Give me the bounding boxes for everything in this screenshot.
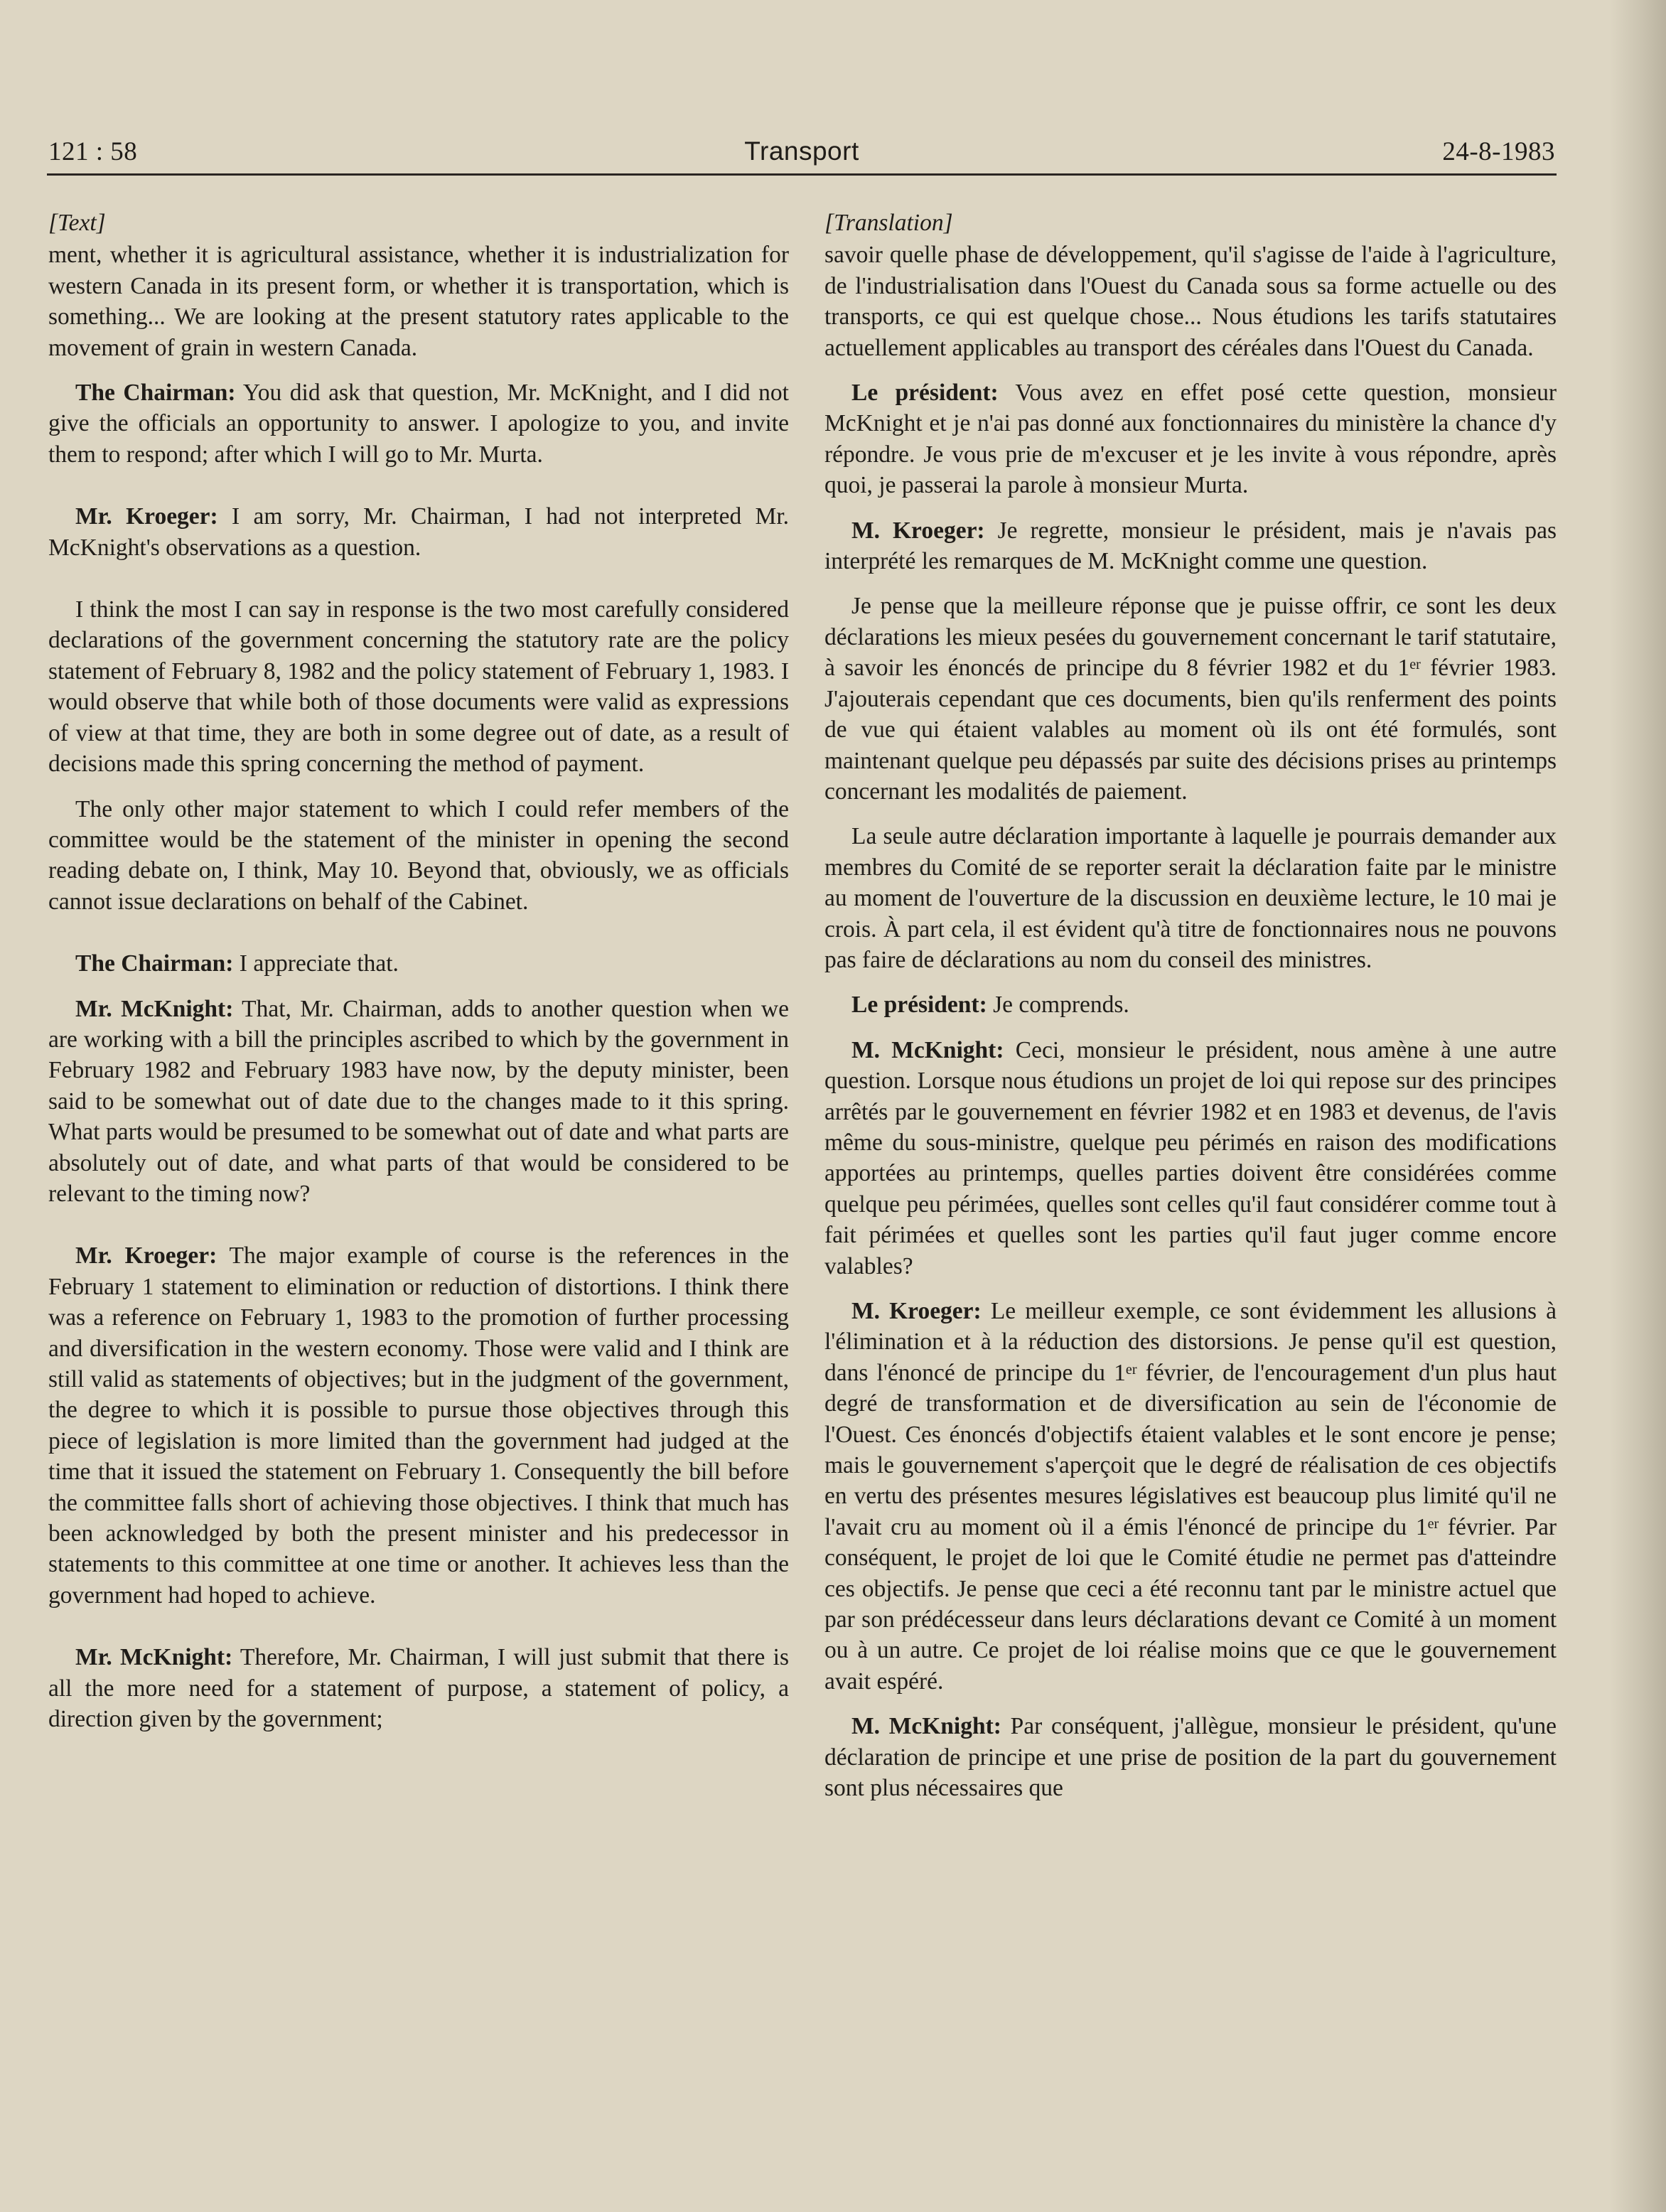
header-rule	[47, 173, 1557, 176]
speaker-label: M. McKnight:	[851, 1036, 1004, 1063]
page-number: 121 : 58	[48, 137, 138, 166]
speaker-label: The Chairman:	[75, 380, 236, 407]
paragraph: The Chairman: You did ask that question, Mr. McKnight, and I did not give the officials an opportunity to answer. I apologize to you, and invite them to respond; after which I will go to Mr. Murta.	[48, 380, 789, 468]
speaker-label: M. Kroeger:	[851, 1298, 982, 1324]
french-column	[824, 208, 1557, 1818]
paragraph: Mr. Kroeger: The major example of course is the references in the February 1 statement to elimination or reduction of distortions. I think there was a reference on February 1, 1983 to the promotion of further processing and diversification in the western economy. Those were valid and I think are still valid as statements of objectives; but in the judgment of the government, the degree to which it is possible to pursue those objectives through this piece of legislation is more limited than the government had judged at the time that it issued the statement on February 1. Consequently the bill before the committee falls short of achieving those objectives. I think that much has been acknowledged by both the present minister and his predecessor in statements to this committee at one time or another. It achieves less than the government had hoped to achieve.	[48, 1242, 790, 1609]
paragraph: Le président: Je comprends.	[851, 992, 1129, 1019]
speaker-label: Le président:	[851, 380, 999, 407]
page-edge-shadow	[1609, 0, 1666, 2212]
paragraph: Mr. McKnight: That, Mr. Chairman, adds to another question when we are working with a bill the principles ascribed to which by the government in February 1982 and February 1983 have now, by the deputy minister, been said to be somewhat out of date due to the changes made to it this spring. What parts would be presumed to be somewhat out of date and what parts are absolutely out of date, and what parts of that would be considered to be relevant to the timing now?	[48, 995, 789, 1207]
speaker-label: Mr. Kroeger:	[75, 503, 218, 530]
paragraph: Je pense que la meilleure réponse que je puisse offrir, ce sont les deux déclarations les mieux pesées du gouvernement concernant le tarif statutaire, à savoir les énoncés de principe du 8 février 1982 et du 1er février 1983. J'ajouterais cependant que ces documents, bien qu'ils renferment des points de vue qui étaient valables au moment où ils ont été formulés, sont maintenant quelque peu dépassés par suite des décisions prises au printemps concernant les modalités de paiement.	[824, 593, 1557, 805]
paragraph: The only other major statement to which I could refer members of the committee would be the statement of the minister in opening the second reading debate on, I think, May 10. Beyond that, obviously, we as officials cannot issue declarations on behalf of the Cabinet.	[48, 795, 789, 915]
speaker-label: Mr. McKnight:	[75, 1644, 233, 1671]
paragraph: Mr. McKnight: Therefore, Mr. Chairman, I will just submit that there is all the more need for a statement of purpose, a statement of policy, a direction given by the government;	[48, 1644, 789, 1733]
paragraph: Le président: Vous avez en effet posé cette question, monsieur McKnight et je n'ai pas donné aux fonctionnaires du ministère la chance d'y répondre. Je vous prie de m'excuser et je les invite à vous répondre, après quoi, je passerai la parole à monsieur Murta.	[824, 380, 1557, 499]
speaker-label: M. Kroeger:	[851, 517, 985, 544]
speaker-label: Le président:	[851, 992, 987, 1019]
speaker-label: Mr. McKnight:	[75, 995, 234, 1022]
english-column	[48, 208, 789, 1749]
text-tag: [Text]	[48, 210, 106, 236]
paragraph: M. McKnight: Par conséquent, j'allègue, monsieur le président, qu'une déclaration de principe et une prise de position de la part du gouvernement sont plus nécessaires que	[824, 1713, 1557, 1802]
paragraph: ment, whether it is agricultural assistance, whether it is industrialization for western Canada in its present form, or whether it is transportation, which is something... We are looking at the present statutory rates applicable to the movement of grain in western Canada.	[48, 242, 789, 361]
paragraph: M. Kroeger: Je regrette, monsieur le président, mais je n'avais pas interprété les remarques de M. McKnight comme une question.	[824, 517, 1557, 575]
paragraph: La seule autre déclaration importante à laquelle je pourrais demander aux membres du Comité de se reporter serait la déclaration faite par le ministre au moment de l'ouverture de la discussion en deuxième lecture, le 10 mai je crois. À part cela, il est évident qu'à titre de fonctionnaires nous ne pouvons pas faire de déclarations au nom du conseil des ministres.	[824, 823, 1557, 973]
paragraph: M. Kroeger: Le meilleur exemple, ce sont évidemment les allusions à l'élimination et à la réduction des distorsions. Je pense qu'il est question, dans l'énoncé de principe du 1er février, de l'encouragement d'un plus haut degré de transformation et de diversification au sein de l'économie de l'Ouest. Ces énoncés d'objectifs étaient valables et le sont encore je pense; mais le gouvernement s'aperçoit que le degré de réalisation de ces objectifs en vertu des présentes mesures législatives est beaucoup plus limité qu'il ne l'avait cru au moment où il a émis l'énoncé de principe du 1er février. Par conséquent, le projet de loi que le Comité étudie ne permet pas d'atteindre ces objectifs. Je pense que ceci a été reconnu tant par le ministre actuel que par son prédécesseur dans leurs déclarations devant ce Comité à un moment ou à un autre. Ce projet de loi réalise moins que ce que le gouvernement avait espéré.	[824, 1298, 1557, 1695]
paragraph: M. McKnight: Ceci, monsieur le président, nous amène à une autre question. Lorsque nous étudions un projet de loi qui repose sur des principes arrêtés par le gouvernement en février 1982 et en 1983 et devenus, de l'avis même du sous-ministre, quelque peu périmés en raison des modifications apportées au printemps, quelles parties doivent être considérées comme quelque peu périmées, quelles sont celles qu'il faut considérer comme tout à fait périmées et quelles sont les parties qu'il faut juger comme encore valables?	[824, 1036, 1557, 1279]
paragraph: savoir quelle phase de développement, qu'il s'agisse de l'aide à l'agriculture, de l'industrialisation dans l'Ouest du Canada sous sa forme actuelle ou des transports, ce qui est quelque chose... Nous étudions les tarifs statutaires actuellement applicables au transport des céréales dans l'Ouest du Canada.	[824, 242, 1557, 361]
speaker-label: The Chairman:	[75, 950, 234, 977]
paragraph: The Chairman: I appreciate that.	[75, 950, 399, 977]
speaker-label: Mr. Kroeger:	[75, 1242, 217, 1269]
paragraph: I think the most I can say in response is the two most carefully considered declarations of the government concerning the statutory rate are the policy statement of February 8, 1982 and the policy statement of February 1, 1983. I would observe that while both of those documents were valid as expressions of view at that time, they are both in some degree out of date, as a result of decisions made this spring concerning the method of payment.	[48, 596, 789, 778]
paragraph: Mr. Kroeger: I am sorry, Mr. Chairman, I had not interpreted Mr. McKnight's observations as a question.	[48, 503, 790, 561]
header-title: Transport	[744, 136, 859, 166]
translation-tag: [Translation]	[824, 210, 953, 236]
speaker-label: M. McKnight:	[851, 1713, 1001, 1740]
page-header	[48, 136, 1555, 172]
header-date: 24-8-1983	[1442, 137, 1555, 166]
